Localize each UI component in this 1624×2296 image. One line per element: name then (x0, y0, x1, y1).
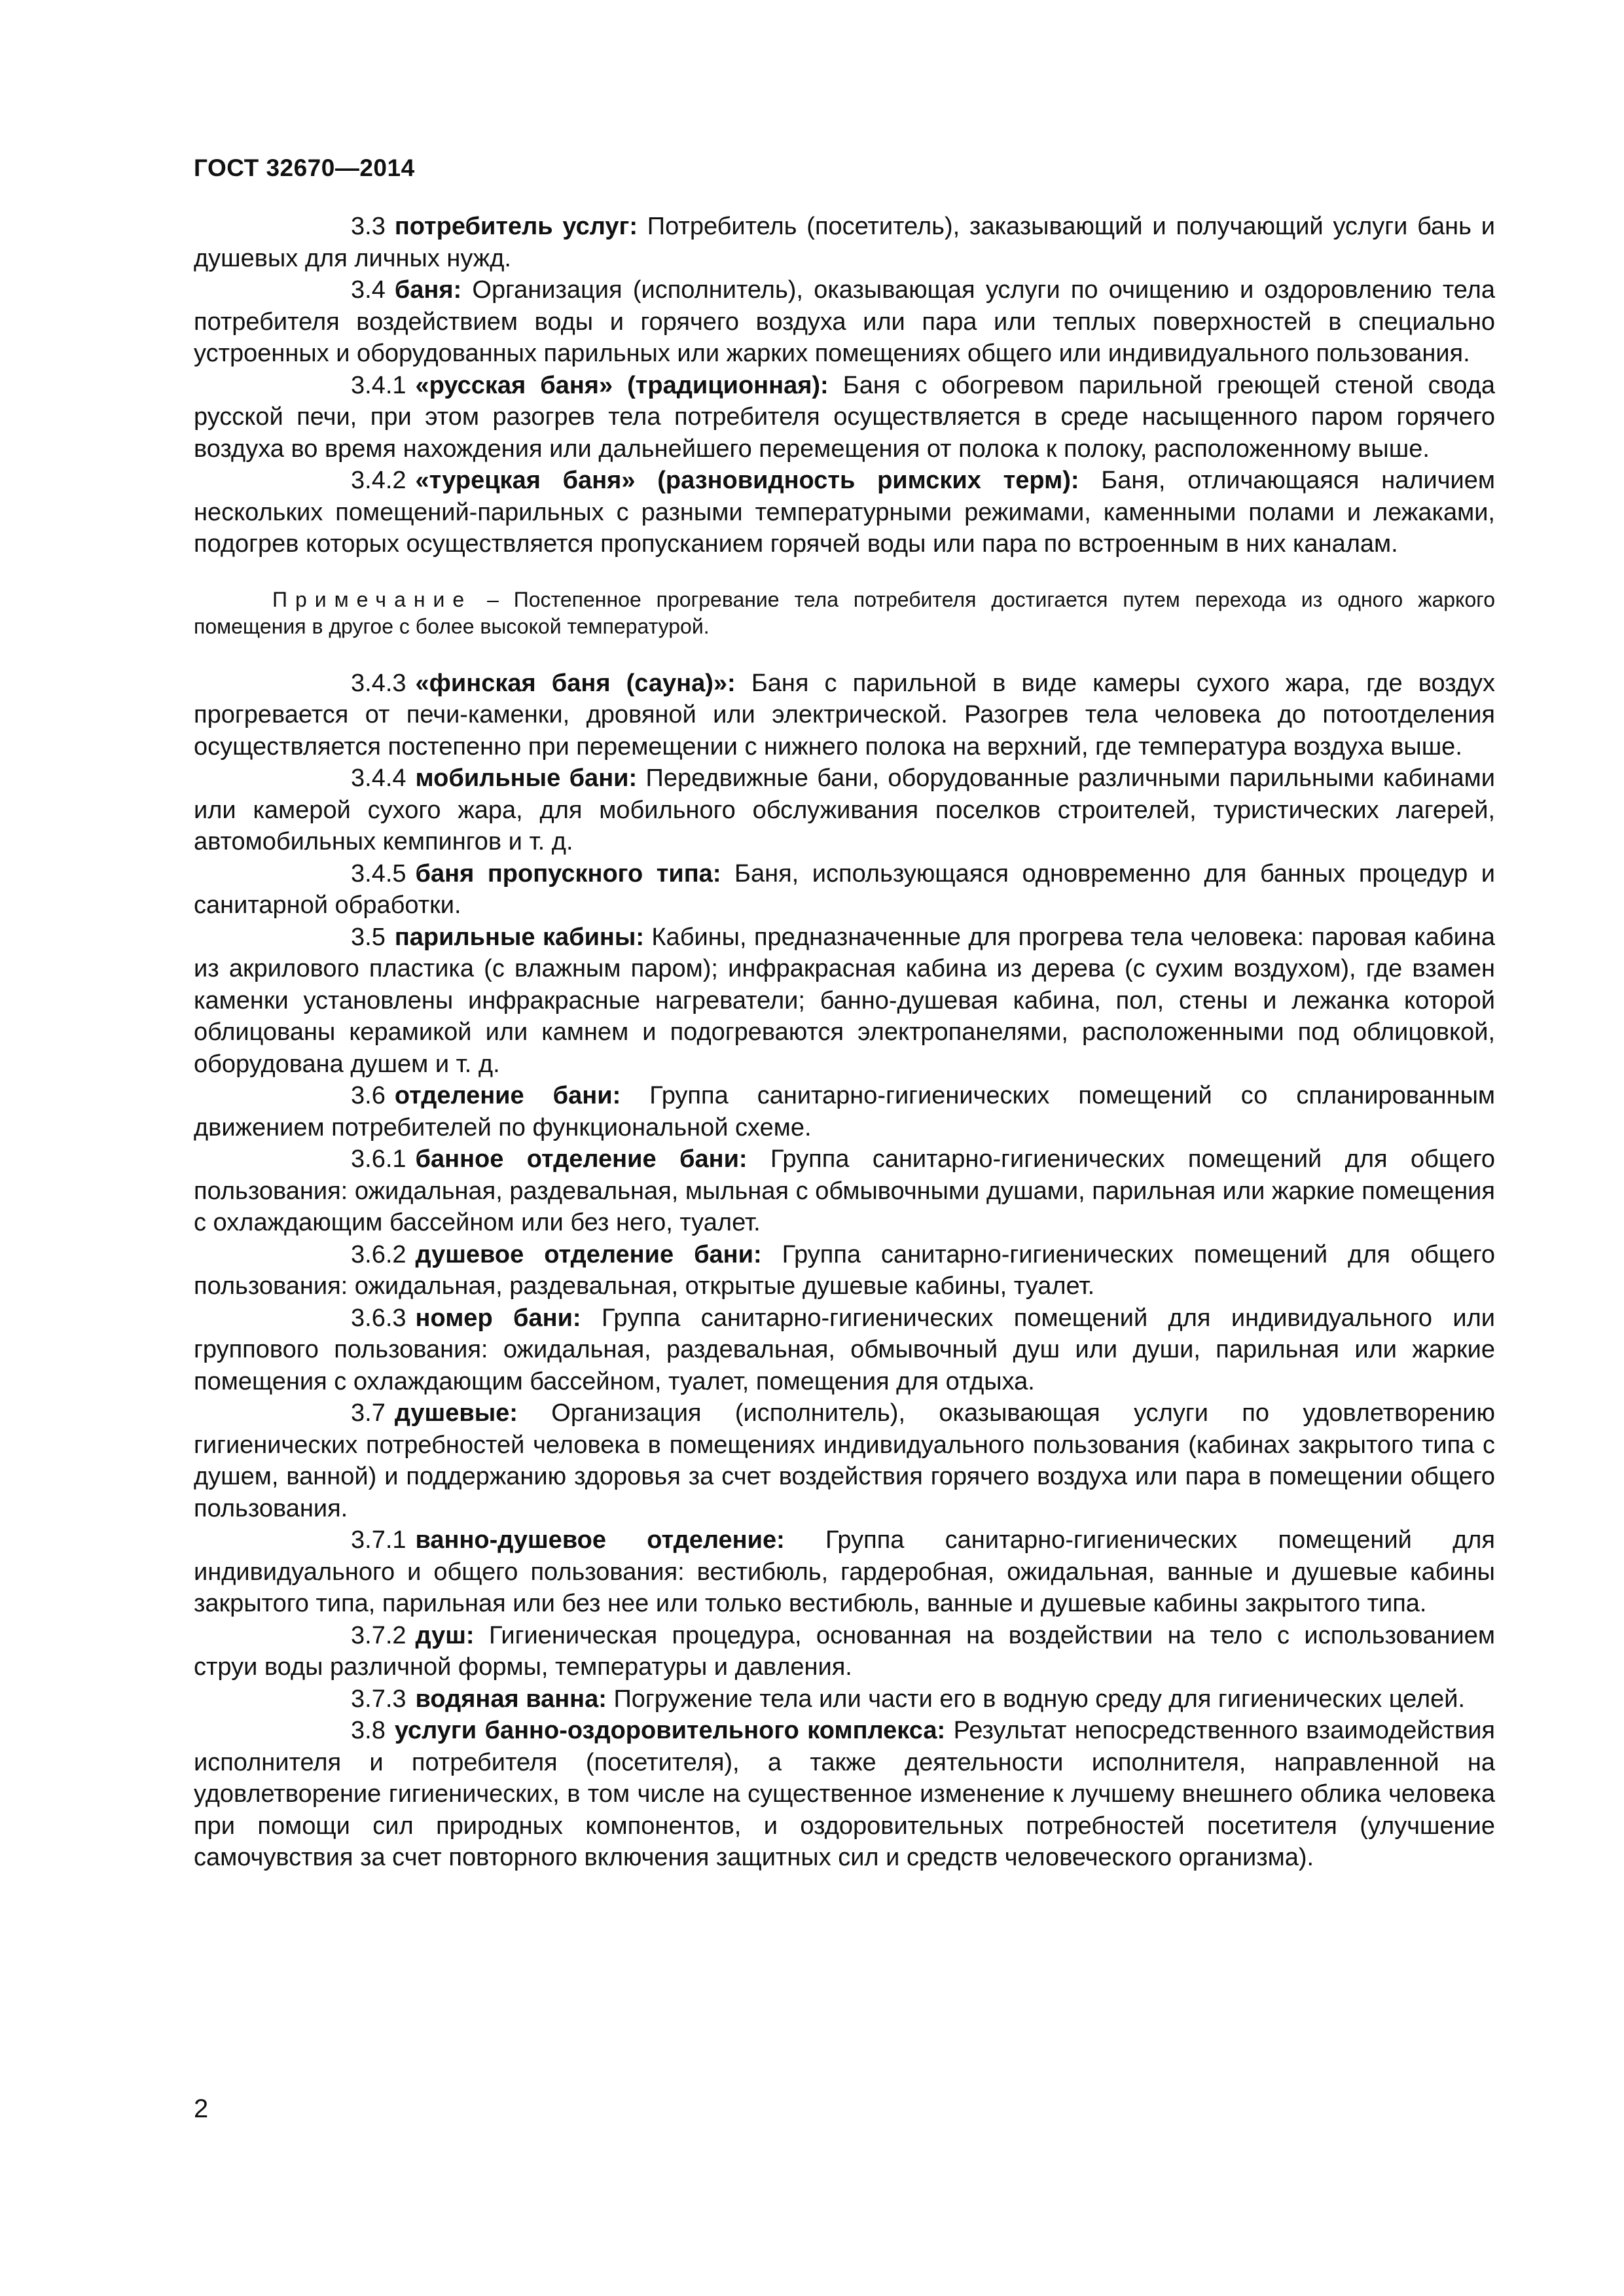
definition-text: Кабины, предназначенные для прогрева тела человека: паровая кабина из акрилового пластика (с влажным паром); инфракрасная кабина из дерева (с сухим воздухом), где взамен каменки установлены инфракрасные нагреватели; банно-душевая кабина, пол, стены и лежанка которой облицованы керамикой или камнем и подогреваются электропанелями, расположенными под облицовкой, оборудована душем и т. д. (194, 923, 1496, 1078)
definition-text: Потребитель (посетитель), заказывающий и получающий услуги бань и душевых для личных нужд. (194, 213, 1495, 272)
defined-term: ванно-душевое отделение: (415, 1526, 785, 1554)
definition-text: Баня, использующаяся одновременно для банных процедур и санитарной обработки. (194, 859, 1495, 919)
definition-entry (194, 370, 1495, 465)
definition-text: Группа санитарно-гигиенических помещений для общего пользования: ожидальная, раздевальная, открытые душевые кабины, туалет. (194, 1240, 1495, 1300)
document-body (194, 211, 1495, 1874)
defined-term: потребитель услуг: (394, 213, 638, 240)
defined-term: баня пропускного типа: (415, 859, 721, 888)
defined-term: «финская баня (сауна)»: (415, 669, 736, 697)
definition-entry (194, 922, 1495, 1081)
definition-text: Организация (исполнитель), оказывающая услуги по очищению и оздоровлению тела потребителя воздействием воды и горячего воздуха или пара или теплых поверхностей в специально устроенных и оборудованных парильных или жарких помещениях общего или индивидуального пользования. (194, 276, 1495, 367)
definition-text: Баня с парильной в виде камеры сухого жара, где воздух прогревается от печи-каменки, дровяной или электрической. Разогрев тела человека до потоотделения осуществляется постепенно при перемещении с нижнего полока на верхний, где температура воздуха выше. (194, 669, 1495, 761)
clause-number: 3.6.2 (351, 1240, 406, 1268)
defined-term: душ: (415, 1621, 475, 1649)
definition-text: Группа санитарно-гигиенических помещений для индивидуального и общего пользования: вестибюль, гардеробная, ожидальная, ванные и душевые кабины закрытого типа, парильная или без нее или только вестибюль, ванные и душевые кабины закрытого типа. (194, 1526, 1496, 1617)
definition-entry (194, 274, 1495, 370)
clause-number: 3.6 (351, 1082, 386, 1109)
definition-text: Погружение тела или части его в водную среду для гигиенических целей. (606, 1685, 1466, 1713)
definition-entry (194, 211, 1495, 274)
definition-entry (194, 1239, 1495, 1302)
defined-term: мобильные бани: (415, 764, 638, 792)
note-paragraph (194, 586, 1495, 640)
definition-text: Группа санитарно-гигиенических помещений для индивидуального или группового пользования: ожидальная, раздевальная, обмывочный душ или души, парильная или жаркие помещения с охлаждающим бассейном, туалет, помещения для отдыха. (194, 1304, 1495, 1395)
definition-entry (194, 858, 1495, 922)
clause-number: 3.4 (351, 276, 386, 304)
clause-number: 3.4.2 (351, 467, 406, 494)
clause-number: 3.6.1 (351, 1145, 406, 1173)
definition-text: Баня с обогревом парильной греющей стеной свода русской печи, при этом разогрев тела потребителя осуществляется в среде насыщенного паром горячего воздуха во время нахождения или дальнейшего перемещения от полока к полоку, расположенному выше. (194, 371, 1495, 463)
clause-number: 3.7.1 (351, 1526, 406, 1554)
definition-entry (194, 668, 1495, 763)
defined-term: «русская баня» (традиционная): (415, 371, 829, 399)
defined-term: баня: (394, 276, 462, 304)
defined-term: банное отделение бани: (415, 1145, 748, 1173)
definition-entry (194, 1302, 1495, 1398)
clause-number: 3.6.3 (351, 1304, 406, 1332)
clause-number: 3.8 (351, 1717, 386, 1744)
page-number: 2 (194, 2094, 209, 2123)
clause-number: 3.5 (351, 923, 386, 951)
defined-term: душевое отделение бани: (415, 1240, 762, 1268)
definition-entry (194, 1143, 1495, 1239)
clause-number: 3.3 (351, 213, 386, 240)
definition-text: Организация (исполнитель), оказывающая услуги по удовлетворению гигиенических потребностей человека в помещениях индивидуального пользования (кабинах закрытого типа с душем, ванной) и поддержанию здоровья за счет воздействия горячего воздуха или пара в помещении общего пользования. (194, 1399, 1495, 1522)
clause-number: 3.4.1 (351, 371, 406, 399)
clause-number: 3.7.3 (351, 1685, 406, 1713)
definition-entry (194, 1683, 1495, 1715)
definition-entry (194, 1715, 1495, 1874)
definition-text: Результат непосредственного взаимодействия исполнителя и потребителя (посетителя), а также деятельности исполнителя, направленной на удовлетворение гигиенических, в том числе на существенное изменение к лучшему внешнего облика человека при помощи сил природных компонентов, и оздоровительных потребностей посетителя (улучшение самочувствия за счет повторного включения защитных сил и средств человеческого организма). (194, 1717, 1495, 1871)
definition-text: Группа санитарно-гигиенических помещений для общего пользования: ожидальная, раздевальная, мыльная с обмывочными душами, парильная или жаркие помещения с охлаждающим бассейном или без него, туалет. (194, 1145, 1495, 1236)
clause-number: 3.4.3 (351, 669, 406, 697)
definition-text: Баня, отличающаяся наличием нескольких помещений-парильных с разными температурными режимами, каменными полами и лежаками, подогрев которых осуществляется пропусканием горячей воды или пара по встроенным в них каналам. (194, 467, 1496, 558)
definition-entry (194, 1620, 1495, 1683)
document-header: ГОСТ 32670—2014 (194, 154, 415, 181)
defined-term: услуги банно-оздоровительного комплекса: (394, 1717, 946, 1744)
definition-entry (194, 1524, 1495, 1620)
defined-term: водяная ванна: (415, 1685, 607, 1713)
definition-entry (194, 762, 1495, 858)
definition-entry (194, 465, 1495, 560)
defined-term: отделение бани: (394, 1082, 621, 1109)
definition-entry (194, 1080, 1495, 1143)
defined-term: душевые: (394, 1399, 518, 1427)
clause-number: 3.4.5 (351, 859, 406, 888)
clause-number: 3.7.2 (351, 1621, 406, 1649)
clause-number: 3.7 (351, 1399, 386, 1427)
defined-term: парильные кабины: (394, 923, 644, 951)
defined-term: номер бани: (415, 1304, 581, 1332)
definition-text: Передвижные бани, оборудованные различными парильными кабинами или камерой сухого жара, для мобильного обслуживания поселков строителей, туристических лагерей, автомобильных кемпингов и т. д. (194, 764, 1495, 855)
clause-number: 3.4.4 (351, 764, 406, 792)
note-text: – Постепенное прогревание тела потребителя достигается путем перехода из одного жаркого помещения в другое с более высокой температурой. (194, 587, 1495, 638)
defined-term: «турецкая баня» (разновидность римских терм): (415, 467, 1079, 494)
definition-text: Группа санитарно-гигиенических помещений со спланированным движением потребителей по функциональной схеме. (194, 1082, 1496, 1141)
note-label: Примечание (272, 587, 473, 611)
definition-entry (194, 1397, 1495, 1524)
definition-text: Гигиеническая процедура, основанная на воздействии на тело с использованием струи воды различной формы, температуры и давления. (194, 1621, 1495, 1681)
